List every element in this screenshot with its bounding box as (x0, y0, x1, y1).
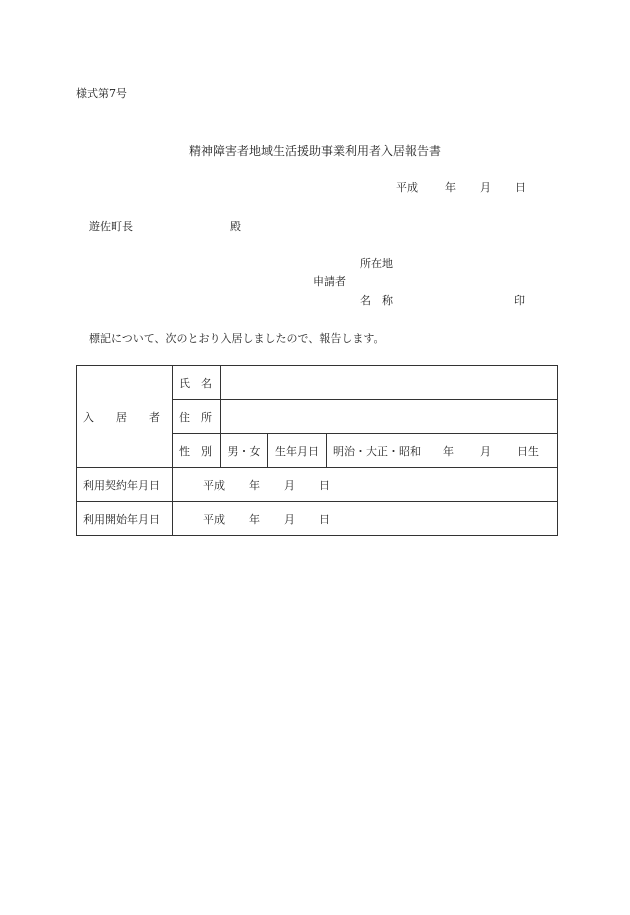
applicant-label: 申請者 (313, 275, 346, 288)
addressee-honorific: 殿 (230, 220, 241, 233)
table-row (77, 502, 558, 536)
addressee-name: 遊佐町長 (89, 220, 133, 233)
date-day: 日 (515, 181, 526, 194)
start-month: 月 (284, 512, 295, 526)
date-year: 年 (445, 181, 456, 194)
name-label-cell: 氏 名 (173, 366, 221, 400)
date-month: 月 (480, 181, 491, 194)
date-line (396, 179, 526, 195)
location-label: 所在地 (360, 257, 393, 270)
address-label-cell: 住 所 (173, 400, 221, 434)
intro-text: 標記について、次のとおり入居しましたので、報告します。 (89, 332, 385, 345)
start-year: 年 (249, 512, 260, 526)
contract-era: 平成 (203, 478, 225, 492)
contract-month: 月 (284, 478, 295, 492)
date-era: 平成 (396, 181, 418, 194)
birth-value-cell (327, 434, 558, 468)
birth-eras: 明治・大正・昭和 (333, 444, 421, 458)
start-day: 日 (319, 512, 330, 526)
birth-label-cell: 生年月日 (268, 434, 327, 468)
birth-day: 日生 (517, 444, 539, 458)
address-value-cell (221, 400, 558, 434)
start-date-cell (173, 502, 558, 536)
birth-year: 年 (443, 444, 454, 458)
seal-mark: 印 (514, 294, 525, 307)
contract-label-cell: 利用契約年月日 (77, 468, 173, 502)
resident-label-cell: 入 居 者 (77, 366, 173, 468)
page-title: 精神障害者地域生活援助事業利用者入居報告書 (188, 144, 441, 158)
sex-label-cell: 性 別 (173, 434, 221, 468)
birth-month: 月 (480, 444, 491, 458)
start-label-cell: 利用開始年月日 (77, 502, 173, 536)
name-label: 名 称 (360, 294, 393, 307)
start-era: 平成 (203, 512, 225, 526)
contract-year: 年 (249, 478, 260, 492)
table-row (77, 366, 558, 400)
contract-date-cell (173, 468, 558, 502)
form-number: 様式第7号 (76, 87, 127, 100)
resident-table (76, 365, 558, 536)
contract-day: 日 (319, 478, 330, 492)
table-row (77, 468, 558, 502)
sex-value-cell: 男・女 (221, 434, 268, 468)
name-value-cell (221, 366, 558, 400)
